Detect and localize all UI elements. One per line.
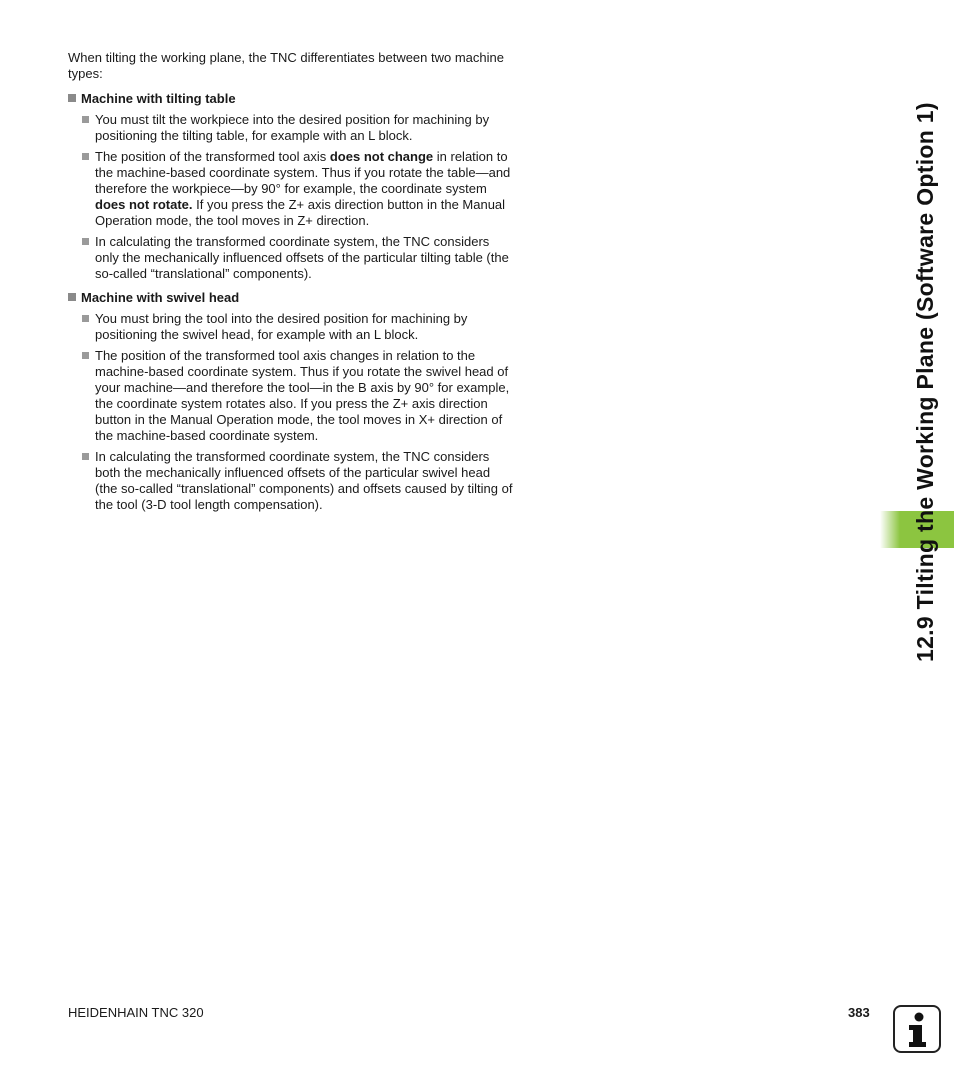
- chapter-side-title: 12.9 Tilting the Working Plane (Software Option 1): [912, 102, 938, 662]
- section-heading-tilting-table: Machine with tilting table: [68, 91, 513, 107]
- swivel-head-list: [68, 311, 513, 513]
- square-bullet-icon: [82, 153, 89, 160]
- footer-product-name: HEIDENHAIN TNC 320: [68, 1005, 204, 1020]
- square-bullet-icon: [82, 453, 89, 460]
- list-item: The position of the transformed tool axis changes in relation to the machine-based coordinate system. Thus if you rotate the swivel head of your machine—and therefore the tool—in the B axis by 90° for example, the coordinate system rotates also. If you press the Z+ axis direction button in the Manual Operation mode, the tool moves in X+ direction of the machine-based coordinate system.: [82, 348, 513, 444]
- info-icon: [893, 1005, 941, 1053]
- list-item: In calculating the transformed coordinate system, the TNC considers only the mechanically influenced offsets of the particular tilting table (the so-called “translational” components).: [82, 234, 513, 282]
- page-content: [68, 50, 513, 521]
- list-item: You must tilt the workpiece into the desired position for machining by positioning the tilting table, for example with an L block.: [82, 112, 513, 144]
- square-bullet-icon: [68, 94, 76, 102]
- section-heading-swivel-head: Machine with swivel head: [68, 290, 513, 306]
- square-bullet-icon: [82, 116, 89, 123]
- list-item: The position of the transformed tool axis does not change in relation to the machine-based coordinate system. Thus if you rotate the table—and therefore the workpiece—by 90° for example, the coordinate system does not rotate. If you press the Z+ axis direction button in the Manual Operation mode, the tool moves in Z+ direction.: [82, 149, 513, 229]
- square-bullet-icon: [82, 315, 89, 322]
- chapter-tab-fade: [880, 511, 900, 548]
- intro-paragraph: When tilting the working plane, the TNC differentiates between two machine types:: [68, 50, 504, 81]
- square-bullet-icon: [82, 238, 89, 245]
- tilting-table-list: [68, 112, 513, 282]
- list-item: In calculating the transformed coordinate system, the TNC considers both the mechanically influenced offsets of the particular swivel head (the so-called “translational” components) and offsets caused by tilting of the tool (3-D tool length compensation).: [82, 449, 513, 513]
- page-number: 383: [848, 1005, 870, 1020]
- list-item: You must bring the tool into the desired position for machining by positioning the swivel head, for example with an L block.: [82, 311, 513, 343]
- square-bullet-icon: [82, 352, 89, 359]
- square-bullet-icon: [68, 293, 76, 301]
